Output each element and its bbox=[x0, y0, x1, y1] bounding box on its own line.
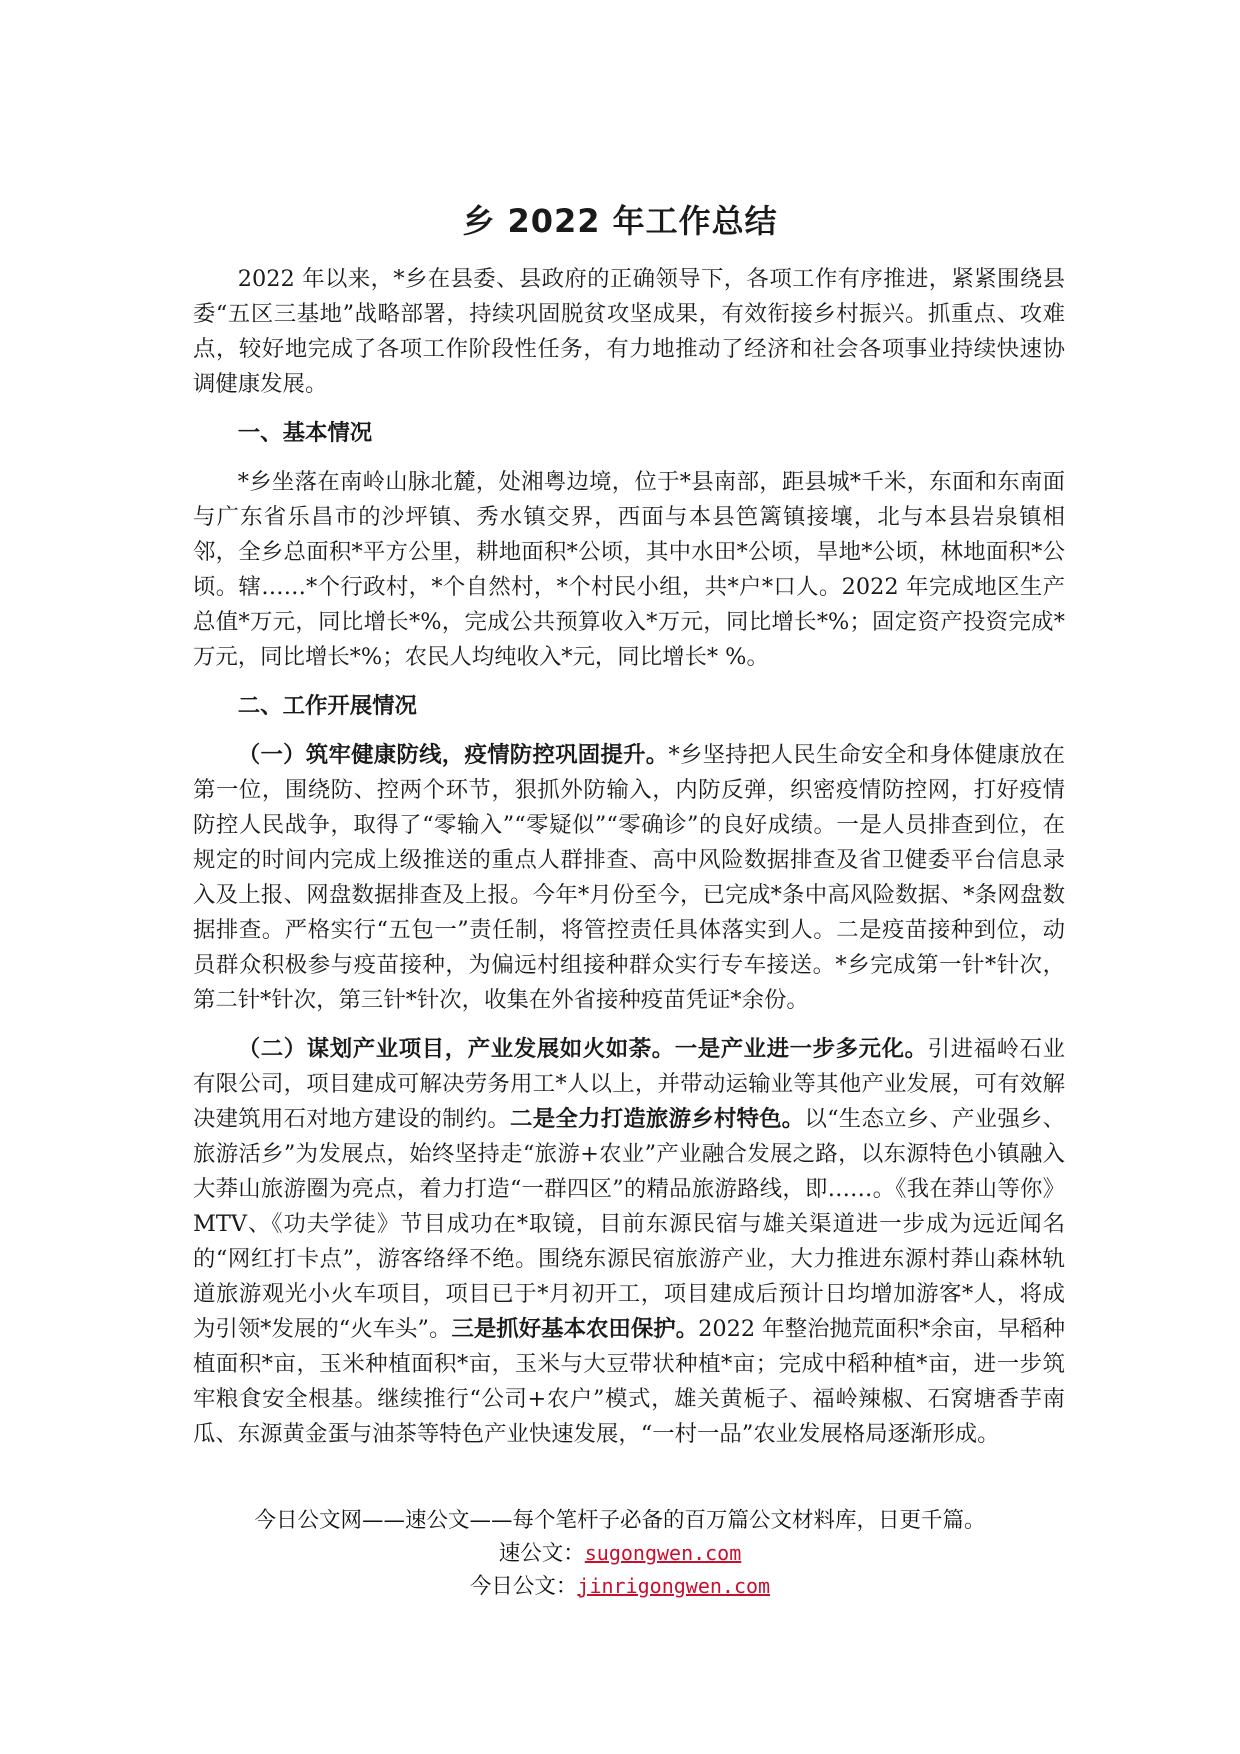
document-title: 乡 2022 年工作总结 bbox=[462, 202, 778, 240]
industry-point-1-text: 引进福岭石业有限公司，项目建成可解决劳务用工*人以上，并带动运输业等其他产业发展，可有效解决建筑用石对地方建设的制约。 bbox=[193, 1036, 1066, 1132]
footer-line-sugongwen bbox=[0, 1537, 1240, 1570]
jinrigongwen-link[interactable]: jinrigongwen.com bbox=[577, 1574, 771, 1598]
section-heading-work-progress: 二、工作开展情况 bbox=[237, 693, 417, 719]
footer-line-jinrigongwen bbox=[0, 1570, 1240, 1603]
industry-point-1-lead: 一是产业进一步多元化。 bbox=[674, 1036, 928, 1062]
industry-point-3-lead: 三是抓好基本农田保护。 bbox=[451, 1316, 699, 1342]
epidemic-text: *乡坚持把人民生命安全和身体健康放在第一位，围绕防、控两个环节，狠抓外防输入，内防反弹，织密疫情防控网，打好疫情防控人民战争，取得了“零输入”“零疑似”“零确诊”的良好成绩。一是人员排查到位，在规定的时间内完成上级推送的重点人群排查、高中风险数据排查及省卫健委平台信息录入及上报、网盘数据排查及上报。今年*月份至今，已完成*条中高风险数据、*条网盘数据排查。严格实行“五包一”责任制，将管控责任具体落实到人。二是疫苗接种到位，动员群众积极参与疫苗接种，为偏远村组接种群众实行专车接送。*乡完成第一针*针次，第二针*针次，第三针*针次，收集在外省接种疫苗凭证*余份。 bbox=[193, 742, 1065, 1013]
footer-slogan: 今日公文网——速公文——每个笔杆子必备的百万篇公文材料库，日更千篇。 bbox=[254, 1508, 986, 1533]
industry-lead: （二）谋划产业项目，产业发展如火如荼。 bbox=[237, 1036, 675, 1062]
industry-point-2-text: 以“生态立乡、产业强乡、旅游活乡”为发展点，始终坚持走“旅游+农业”产业融合发展之路，以东源特色小镇融入大莽山旅游圈为亮点，着力打造“一群四区”的精品旅游路线，即……。《我在莽山等你》MTV、《功夫学徒》节目成功在*取镜，目前东源民宿与雄关渠道进一步成为远近闻名的“网红打卡点”，游客络绎不绝。围绕东源民宿旅游产业，大力推进东源村莽山森林轨道旅游观光小火车项目，项目已于*月初开工，项目建成后预计日均增加游客*人，将成为引领*发展的“火车头”。 bbox=[193, 1106, 1066, 1342]
industry-point-3-text: 2022 年整治抛荒面积*余亩，早稻种植面积*亩，玉米种植面积*亩，玉米与大豆带状种植*亩；完成中稻种植*亩，进一步筑牢粮食安全根基。继续推行“公司+农户”模式，雄关黄栀子、福岭辣椒、石窝塘香芋南瓜、东源黄金蛋与油茶等特色产业快速发展，“一村一品”农业发展格局逐渐形成。 bbox=[193, 1316, 1066, 1447]
industry-paragraph bbox=[193, 1032, 1065, 1452]
industry-point-2-lead: 二是全力打造旅游乡村特色。 bbox=[510, 1106, 805, 1132]
footer-sugongwen-label: 速公文： bbox=[498, 1541, 585, 1566]
section-heading-basic-info: 一、基本情况 bbox=[237, 420, 373, 446]
basic-info-paragraph: *乡坐落在南岭山脉北麓，处湘粤边境，位于*县南部，距县城*千米，东面和东南面与广东省乐昌市的沙坪镇、秀水镇交界，西面与本县笆篱镇接壤，北与本县岩泉镇相邻，全乡总面积*平方公里，耕地面积*公顷，其中水田*公顷，旱地*公顷，林地面积*公顷。辖……*个行政村，*个自然村，*个村民小组，共*户*口人。2022 年完成地区生产总值*万元，同比增长*%，完成公共预算收入*万元，同比增长*%；固定资产投资完成*万元，同比增长*%；农民人均纯收入*元，同比增长* %。 bbox=[193, 469, 1065, 670]
sugongwen-link[interactable]: sugongwen.com bbox=[584, 1541, 742, 1565]
epidemic-paragraph bbox=[193, 738, 1065, 1018]
intro-paragraph: 2022 年以来，*乡在县委、县政府的正确领导下，各项工作有序推进，紧紧围绕县委“五区三基地”战略部署，持续巩固脱贫攻坚成果，有效衔接乡村振兴。抓重点、攻难点，较好地完成了各项工作阶段性任务，有力地推动了经济和社会各项事业持续快速协调健康发展。 bbox=[193, 266, 1065, 397]
document-body bbox=[193, 262, 1065, 1466]
footer-jinrigongwen-label: 今日公文： bbox=[469, 1574, 578, 1599]
epidemic-lead: （一）筑牢健康防线，疫情防控巩固提升。 bbox=[237, 742, 669, 768]
footer-promo bbox=[0, 1505, 1240, 1603]
